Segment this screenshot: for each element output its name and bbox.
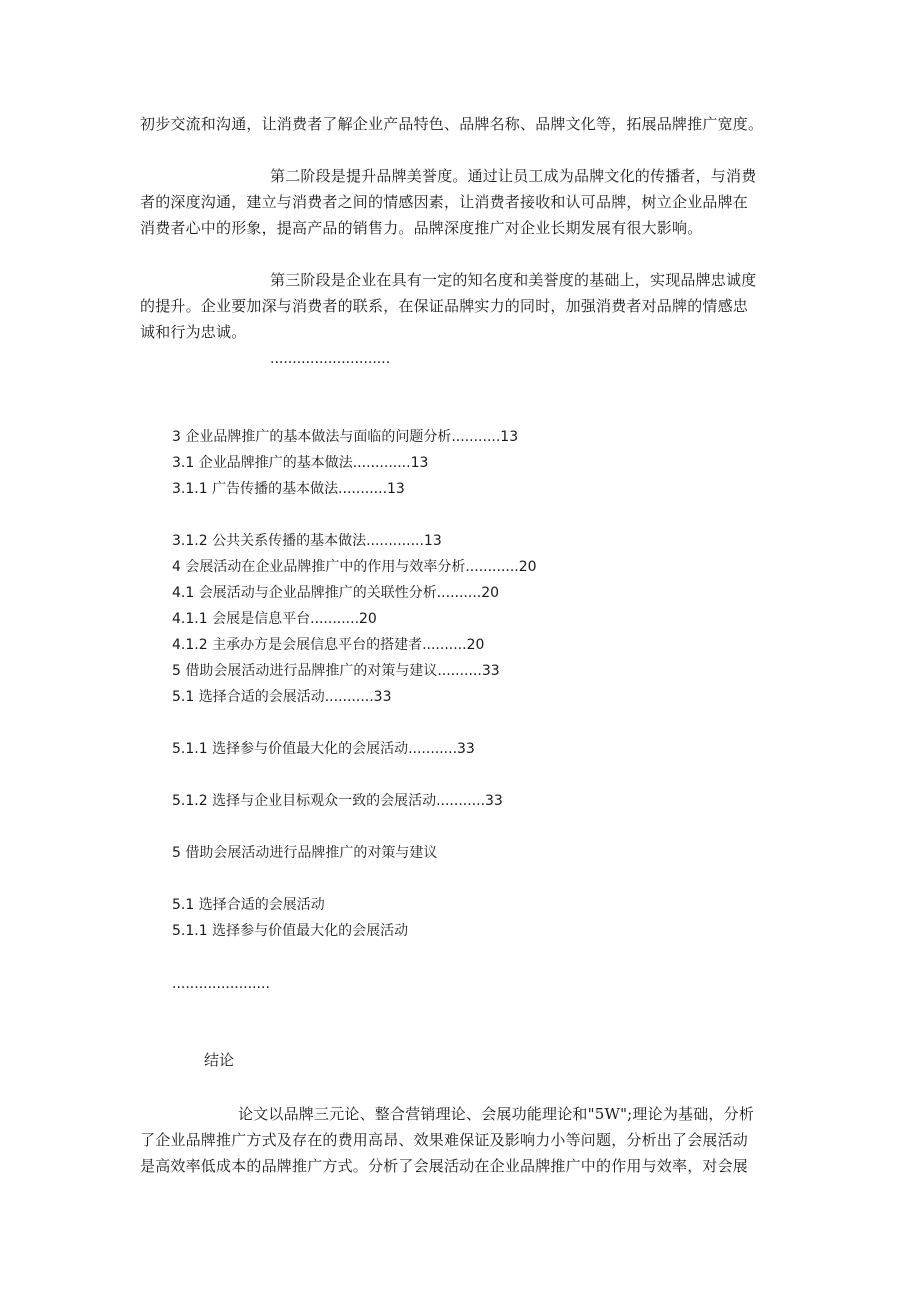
- toc-entry: 3.1.1 广告传播的基本做法...........13: [172, 481, 405, 497]
- stage2-paragraph-line-3: 消费者心中的形象，提高产品的销售力。品牌深度推广对企业长期发展有很大影响。: [140, 219, 703, 237]
- toc-entry: 5.1.1 选择参与价值最大化的会展活动...........33: [172, 741, 475, 757]
- intro-paragraph-line: 初步交流和沟通，让消费者了解企业产品特色、品牌名称、品牌文化等，拓展品牌推广宽度。: [140, 115, 764, 133]
- stage2-paragraph-line-1: 第二阶段是提升品牌美誉度。通过让员工成为品牌文化的传播者，与消费: [270, 167, 757, 185]
- conclusion-paragraph-line-2: 了企业品牌推广方式及存在的费用高昂、效果难保证及影响力小等问题，分析出了会展活动: [140, 1131, 749, 1149]
- toc-entry: 4 会展活动在企业品牌推广中的作用与效率分析............20: [172, 559, 537, 575]
- toc-entry: 5.1.2 选择与企业目标观众一致的会展活动...........33: [172, 793, 503, 809]
- toc-entry: 5.1 选择合适的会展活动: [172, 897, 325, 913]
- toc-entry: 4.1.1 会展是信息平台...........20: [172, 611, 377, 627]
- stage2-paragraph-line-2: 者的深度沟通，建立与消费者之间的情感因素，让消费者接收和认可品牌，树立企业品牌在: [140, 193, 749, 211]
- toc-entry: 5.1.1 选择参与价值最大化的会展活动: [172, 923, 409, 939]
- toc-entry: 3.1.2 公共关系传播的基本做法.............13: [172, 533, 442, 549]
- toc-entry: 5.1 选择合适的会展活动...........33: [172, 689, 392, 705]
- ellipsis-separator: ......................: [172, 976, 270, 992]
- stage3-paragraph-line-3: 诚和行为忠诚。: [140, 323, 247, 341]
- conclusion-paragraph-line-3: 是高效率低成本的品牌推广方式。分析了会展活动在企业品牌推广中的作用与效率，对会展: [140, 1157, 749, 1175]
- conclusion-heading: 结论: [204, 1051, 235, 1069]
- toc-entry: 3 企业品牌推广的基本做法与面临的问题分析...........13: [172, 429, 519, 445]
- stage3-paragraph-line-2: 的提升。企业要加深与消费者的联系，在保证品牌实力的同时，加强消费者对品牌的情感忠: [140, 297, 749, 315]
- conclusion-paragraph-line-1: 论文以品牌三元论、整合营销理论、会展功能理论和"5W";理论为基础，分析: [238, 1105, 755, 1123]
- toc-entry: 5 借助会展活动进行品牌推广的对策与建议: [172, 845, 438, 861]
- toc-entry: 3.1 企业品牌推广的基本做法.............13: [172, 455, 429, 471]
- toc-entry: 5 借助会展活动进行品牌推广的对策与建议..........33: [172, 663, 500, 679]
- ellipsis-separator: ...........................: [270, 351, 391, 367]
- stage3-paragraph-line-1: 第三阶段是企业在具有一定的知名度和美誉度的基础上，实现品牌忠诚度: [270, 271, 757, 289]
- toc-entry: 4.1.2 主承办方是会展信息平台的搭建者..........20: [172, 637, 485, 653]
- toc-entry: 4.1 会展活动与企业品牌推广的关联性分析..........20: [172, 585, 500, 601]
